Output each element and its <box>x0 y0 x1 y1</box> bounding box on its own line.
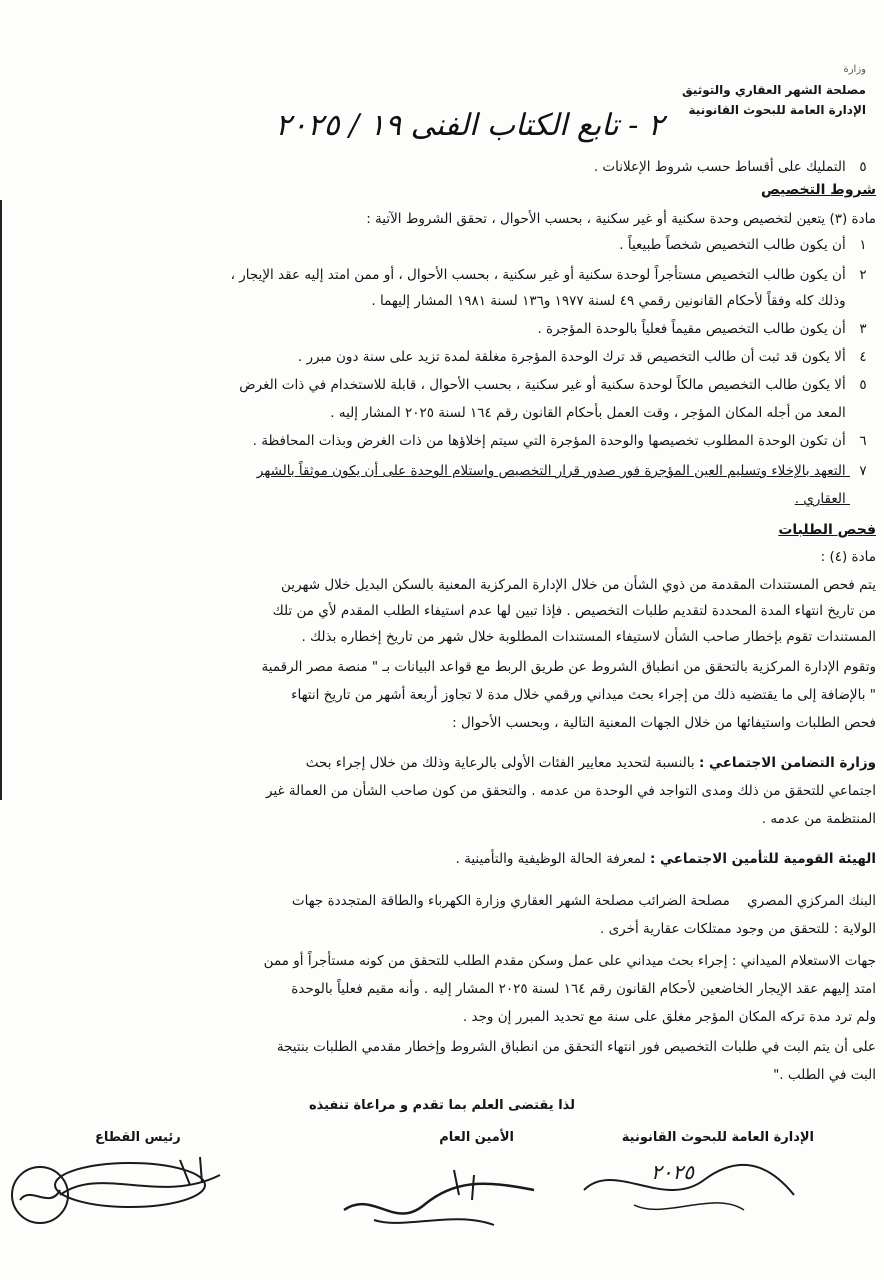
corner-stamp-scribble <box>0 1160 80 1230</box>
intro-item <box>8 156 876 178</box>
section-title-review: فحص الطلبات <box>778 522 876 538</box>
section-title-allocation: شروط التخصيص <box>760 182 876 198</box>
article-3-line: مادة (٣) يتعين لتخصيص وحدة سكنية أو غير سكنية ، بحسب الأحوال ، تحقق الشروط الآتية : <box>366 211 876 227</box>
agency-text: بالنسبة لتحديد معايير الفئات الأولى بالرعاية وذلك من خلال إجراء بحث <box>305 755 695 771</box>
item-text: ألا يكون قد ثبت أن طالب التخصيص قد ترك الوحدة المؤجرة مغلقة لمدة تزيد على سنة دون مبرر . <box>297 349 846 365</box>
scan-edge <box>0 200 2 800</box>
agency-line: ولم ترد مدة تركه المكان المؤجر مغلق على سنة مع تحديد المبرر إن وجد . <box>462 1009 876 1025</box>
allocation-item <box>8 488 876 510</box>
agency-field-inquiry <box>8 950 876 972</box>
review-line: من تاريخ انتهاء المدة المحددة لتقديم طلبات التخصيص . فإذا تبين لها عدم استيفاء الطلب المقدم لأي من تلك <box>272 603 876 619</box>
article-4-line: مادة (٤) : <box>820 549 876 565</box>
review-line: " بالإضافة إلى ما يقتضيه ذلك من إجراء بحث ميداني ورقمي خلال مدة لا تجاوز أربعة أشهر من تاريخ انتهاء <box>291 687 876 703</box>
handwritten-reference: ٢ - تابع الكتاب الفنى ١٩ / ٢٠٢٥ <box>275 108 664 143</box>
item-number: ١ <box>859 237 867 253</box>
allocation-item <box>8 264 876 286</box>
signature-date-note: ٢٠٢٥ <box>651 1160 694 1184</box>
allocation-item <box>8 318 876 340</box>
item-text: أن يكون طالب التخصيص شخصاً طبيعياً . <box>619 237 846 253</box>
allocation-item <box>8 290 876 312</box>
item-text: ألا يكون طالب التخصيص مالكاً لوحدة سكنية أو غير سكنية ، بحسب الأحوال ، قابلة للاستخدام في ذات الغرض <box>239 377 846 393</box>
agency-text: مصلحة الضرائب مصلحة الشهر العقاري وزارة الكهرباء والطاقة المتجددة جهات <box>291 893 730 909</box>
agency-line: على أن يتم البت في طلبات التخصيص فور انتهاء التحقق من انطباق الشروط وإخطار مقدمي الطلبات بنتيجة <box>276 1039 876 1055</box>
agency-social-solidarity <box>8 752 876 774</box>
agency-text: لمعرفة الحالة الوظيفية والتأمينية . <box>455 851 646 867</box>
item-text: وذلك كله وفقاً لأحكام القانونين رقمي ٤٩ لسنة ١٩٧٧ و١٣٦ لسنة ١٩٨١ المشار إليهما . <box>371 293 846 309</box>
item-text: العقاري . <box>794 491 846 507</box>
signature-title-legal-research: الإدارة العامة للبحوث القانونية <box>621 1130 814 1145</box>
item-text: أن يكون طالب التخصيص مقيماً فعلياً بالوحدة المؤجرة . <box>537 321 846 337</box>
agency-central-bank <box>8 890 876 912</box>
agency-line: الولاية : للتحقق من وجود ممتلكات عقارية أخرى . <box>600 921 876 937</box>
authority-name: مصلحة الشهر العقاري والتوثيق <box>682 83 866 97</box>
item-number: ٧ <box>859 463 867 479</box>
signature-secretary-general <box>334 1150 554 1240</box>
item-text: التعهد بالإخلاء وتسليم العين المؤجرة فور صدور قرار التخصيص واستلام الوحدة على أن يكون موثقاً بالشهر <box>256 463 846 479</box>
item-number: ٣ <box>859 321 867 337</box>
signature-title-secretary-general: الأمين العام <box>439 1130 514 1145</box>
allocation-item <box>8 460 876 482</box>
allocation-item <box>8 430 876 452</box>
review-line: وتقوم الإدارة المركزية بالتحقق من انطباق الشروط عن طريق الربط مع قواعد البيانات بـ " منصة مصر الرقمية <box>261 659 876 675</box>
agency-name: الهيئة القومية للتأمين الاجتماعي : <box>649 851 876 867</box>
agency-line: اجتماعي للتحقق من ذلك ومدى التواجد في الوحدة من عدمه . والتحقق من كون صاحب الشأن من العمالة غير <box>266 783 876 799</box>
item-text: التمليك على أقساط حسب شروط الإعلانات . <box>593 159 846 175</box>
department-name: الإدارة العامة للبحوث القانونية <box>688 103 866 117</box>
item-text: أن يكون طالب التخصيص مستأجراً لوحدة سكنية أو غير سكنية ، بحسب الأحوال ، أو ممن امتد إليه عقد الإيجار ، <box>230 267 846 283</box>
closing-line: لذا يقتضى العلم بما تقدم و مراعاة تنفيذه <box>308 1098 576 1113</box>
agency-name: البنك المركزي المصري <box>747 893 876 909</box>
review-line: المستندات تقوم بإخطار صاحب الشأن لاستيفاء المستندات المطلوبة خلال شهر من تاريخ إخطاره بذلك . <box>301 629 876 645</box>
allocation-item <box>8 374 876 396</box>
review-line: يتم فحص المستندات المقدمة من ذوي الشأن من خلال الإدارة المركزية المعنية بالسكن البديل خلال شهرين <box>281 577 876 593</box>
agency-social-insurance <box>8 848 876 870</box>
review-line: فحص الطلبات واستيفائها من خلال الجهات المعنية التالية ، وبحسب الأحوال : <box>452 715 876 731</box>
allocation-item <box>8 234 876 256</box>
item-number: ٥ <box>859 159 867 175</box>
agency-line: البت في الطلب ." <box>773 1067 876 1083</box>
item-text: المعد من أجله المكان المؤجر ، وقت العمل بأحكام القانون رقم ١٦٤ لسنة ٢٠٢٥ المشار إليه . <box>330 405 846 421</box>
agency-name: جهات الاستعلام الميداني : <box>731 953 876 969</box>
item-number: ٦ <box>859 433 867 449</box>
agency-line: امتد إليهم عقد الإيجار الخاضعين لأحكام القانون رقم ١٦٤ لسنة ٢٠٢٥ المشار إليه . وأنه مقيم فعلياً بالوحدة <box>291 981 876 997</box>
allocation-item <box>8 346 876 368</box>
item-number: ٤ <box>859 349 867 365</box>
signature-title-sector-head: رئيس القطاع <box>95 1130 181 1145</box>
agency-text: إجراء بحث ميداني على عمل وسكن مقدم الطلب للتحقق من كونه مستأجراً أو ممن <box>263 953 728 969</box>
agency-line: المنتظمة من عدمه . <box>761 811 876 827</box>
item-text: أن تكون الوحدة المطلوب تخصيصها والوحدة المؤجرة التي سيتم إخلاؤها من ذات الغرض وبذات المحافظة . <box>252 433 846 449</box>
allocation-item <box>8 402 876 424</box>
item-number: ٥ <box>859 377 867 393</box>
ministry-fragment: وزارة <box>843 64 866 75</box>
agency-name: وزارة التضامن الاجتماعي : <box>698 755 876 771</box>
item-number: ٢ <box>859 267 867 283</box>
